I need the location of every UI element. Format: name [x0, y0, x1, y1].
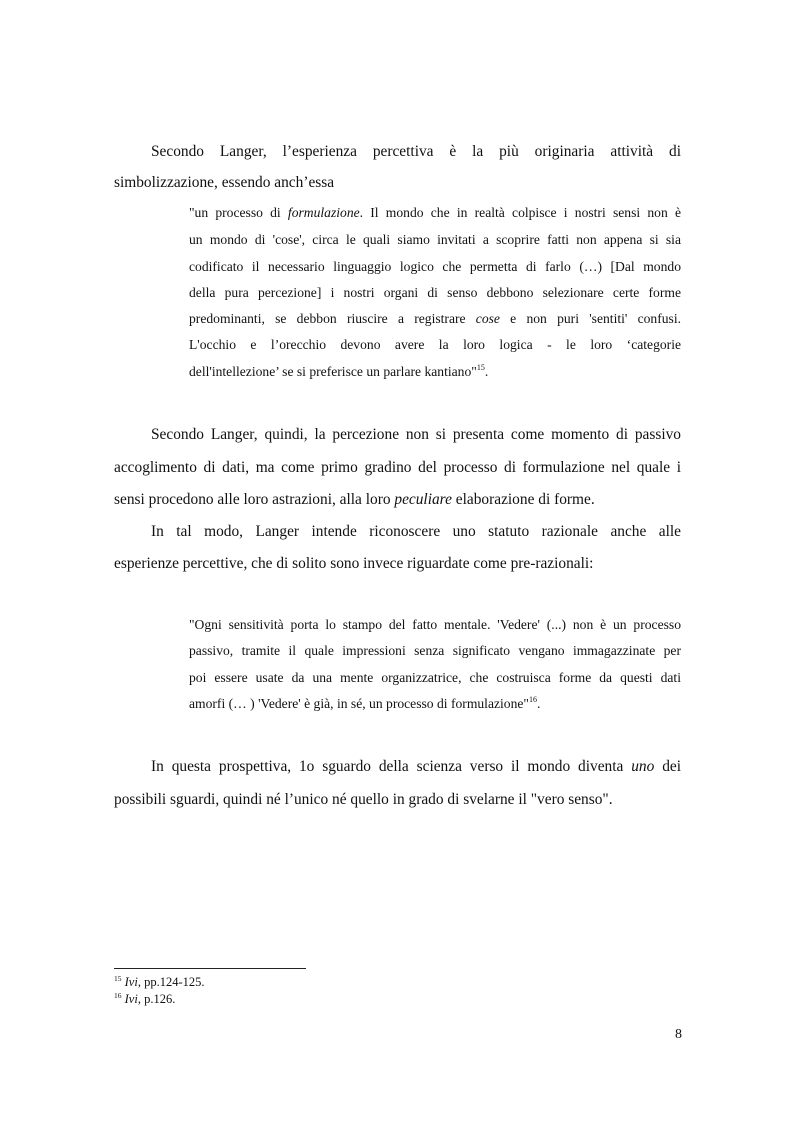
paragraph-4-line-2: possibili sguardi, quindi né l’unico né quello in grado di svelarne il "vero senso".: [114, 791, 613, 808]
quote-1-line-3: codificato il necessario linguaggio logico che permetta di farlo (…) [Dal mondo: [189, 259, 681, 274]
paragraph-3-line-2: esperienze percettive, che di solito sono invece riguardate come pre-razionali:: [114, 555, 594, 572]
footnote-16: [114, 992, 175, 1007]
quote-1-text: .: [484, 364, 489, 379]
paragraph-2-emphasis: peculiare: [394, 491, 452, 508]
footnote-marker-15[interactable]: 15: [476, 363, 485, 372]
paragraph-2-line-1: Secondo Langer, quindi, la percezione non si presenta come momento di passivo: [151, 426, 681, 443]
footnote-marker-16[interactable]: 16: [528, 695, 537, 704]
quote-1-text: . Il mondo che in realtà colpisce i nostri sensi non è: [359, 205, 681, 220]
paragraph-1-line-2: simbolizzazione, essendo anch’essa: [114, 174, 335, 191]
quote-1-text: "un processo di: [189, 205, 288, 220]
page-number: 8: [675, 1027, 682, 1042]
footnote-15-text: , pp.124-125.: [137, 975, 205, 989]
paragraph-4-line-1: [151, 758, 681, 776]
quote-1-emphasis: cose: [475, 311, 500, 326]
paragraph-3-line-1: In tal modo, Langer intende riconoscere uno statuto razionale anche alle: [151, 523, 681, 540]
quote-2-line-3: poi essere usate da una mente organizzatrice, che costruisca forme da questi dati: [189, 670, 681, 685]
quote-1-line-2: un mondo di 'cose', circa le quali siamo invitati a scoprire fatti non appena si sia: [189, 232, 681, 247]
quote-1-text: e non puri 'sentiti' confusi.: [499, 311, 681, 326]
quote-2-line-2: passivo, tramite il quale impressioni senza significato vengano immagazzinate per: [189, 643, 681, 658]
footnote-separator: [114, 968, 306, 969]
quote-1-emphasis: formulazione: [287, 205, 360, 220]
footnote-15: [114, 975, 204, 990]
quote-1-line-6: L'occhio e l’orecchio devono avere la loro logica - le loro ‘categorie: [189, 337, 681, 352]
quote-2-line-1: "Ogni sensitività porta lo stampo del fatto mentale. 'Vedere' (...) non è un processo: [189, 617, 681, 632]
quote-2-text: .: [536, 696, 541, 711]
footnote-16-number: 16: [114, 991, 122, 1000]
quote-1-line-5: [189, 311, 681, 327]
paragraph-2-line-3: [114, 491, 595, 509]
quote-1-line-4: della pura percezione] i nostri organi di senso debbono selezionare certe forme: [189, 285, 681, 300]
paragraph-4-emphasis: uno: [631, 758, 655, 775]
paragraph-2-text: sensi procedono alle loro astrazioni, alla loro: [114, 491, 395, 508]
paragraph-2-line-2: accoglimento di dati, ma come primo gradino del processo di formulazione nel quale i: [114, 459, 681, 476]
quote-2-line-4: [189, 696, 540, 712]
paragraph-4-text: dei: [654, 758, 682, 775]
footnote-16-ref: Ivi: [124, 992, 138, 1006]
quote-1-text: dell'intellezione’ se si preferisce un parlare kantiano": [189, 364, 477, 379]
quote-1-line-7: [189, 364, 488, 380]
footnote-16-text: , p.126.: [137, 992, 176, 1006]
paragraph-2-text: elaborazione di forme.: [451, 491, 595, 508]
quote-1-text: predominanti, se debbon riuscire a registrare: [189, 311, 476, 326]
quote-2-text: amorfi (… ) 'Vedere' è già, in sé, un processo di formulazione": [189, 696, 529, 711]
footnote-15-ref: Ivi: [124, 975, 138, 989]
footnote-15-number: 15: [114, 974, 122, 983]
paragraph-1-line-1: Secondo Langer, l’esperienza percettiva è la più originaria attività di: [151, 143, 681, 160]
quote-1-line-1: [189, 205, 681, 221]
paragraph-4-text: In questa prospettiva, 1o sguardo della scienza verso il mondo diventa: [151, 758, 632, 775]
